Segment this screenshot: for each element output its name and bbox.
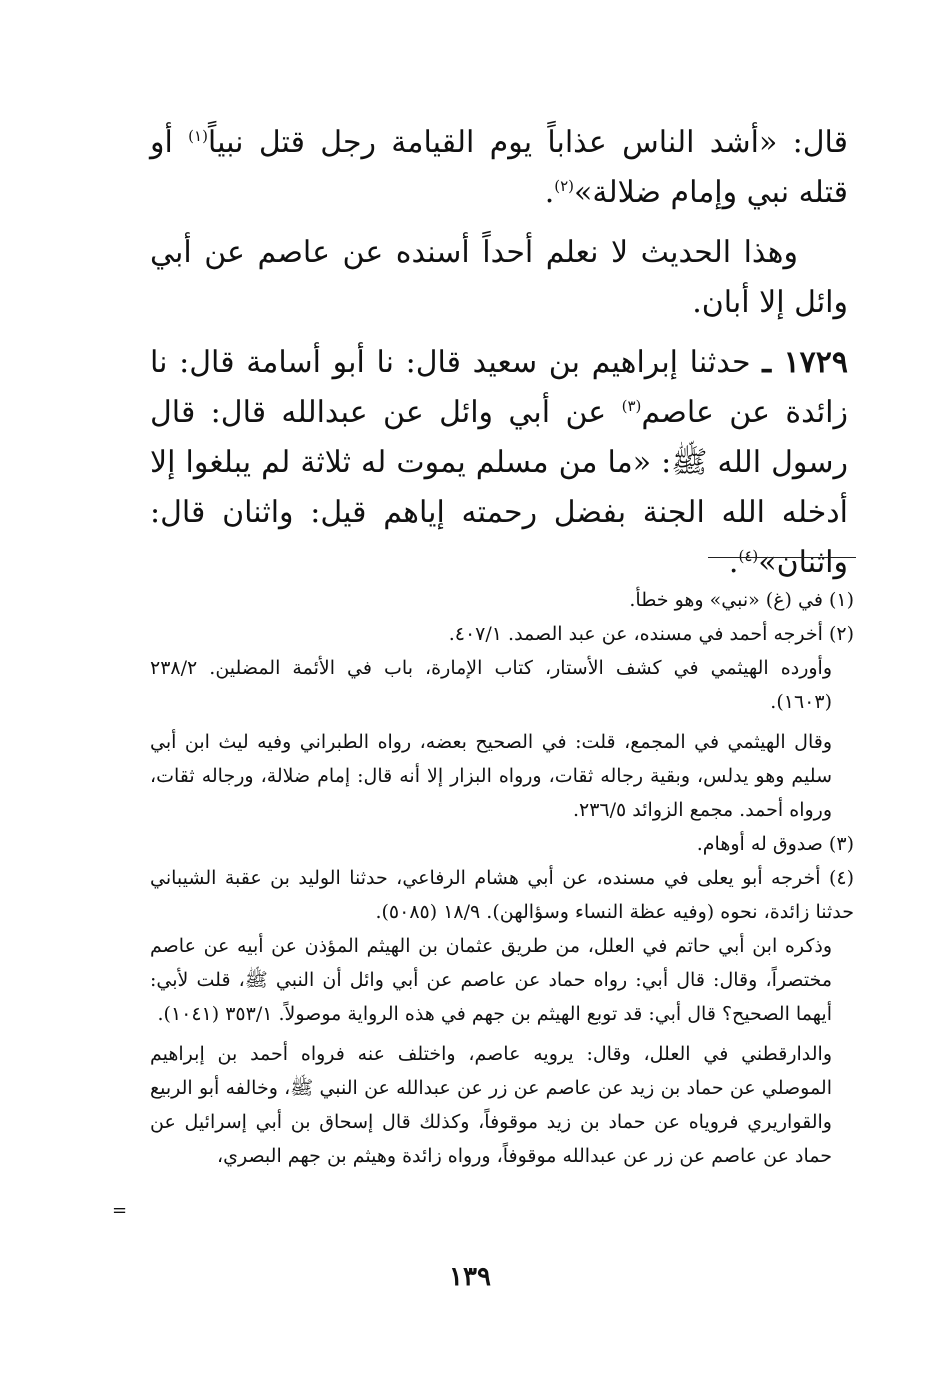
footnote-ref-2[interactable]: (٢): [554, 177, 575, 195]
footnote-4-continuation: وذكره ابن أبي حاتم في العلل، من طريق عثمان بن الهيثم المؤذن عن أبيه عن عاصم مختصراً، وقال: قال أبي: رواه حماد عن عاصم عن أبي وائل أن النبي ﷺ، قلت لأبي: أيهما الصحيح؟ قال أبي: قد توبع الهيثم بن جهم في هذه الرواية موصولاً. ٣٥٣/١ (١٠٤١).: [150, 935, 832, 1025]
paragraph-hadith: ١٧٢٩ ـ حدثنا إبراهيم بن سعيد قال: نا أبو أسامة قال: نا زائدة عن عاصم$^{(٣)}$ عن أبي وائل عن عبدالله قال: قال رسول الله ﷺ: «ما من مسلم يموت له ثلاثة لم يبلغوا إلا أدخله الله الجنة بفضل رحمته إياهم قيل: واثنان قال: واثنان»$^{(٤)}$.: [150, 345, 849, 580]
hadith-number: ١٧٢٩ ـ: [762, 345, 849, 380]
footnote-4: (٤) أخرجه أبو يعلى في مسنده، عن أبي هشام الرفاعي، حدثنا الوليد بن عقبة الشيباني حدثنا زائدة، نحوه (وفيه عظة النساء وسؤالهن). ١٨/٩ (٥٠٨٥).: [150, 867, 854, 923]
footnote-4-continuation: والدارقطني في العلل، وقال: يرويه عاصم، واختلف عنه فرواه أحمد بن إبراهيم الموصلي عن حماد بن زيد عن عاصم عن زر عن عبدالله عن النبي ﷺ، وخالفه أبو الربيع والقواريري فروياه عن حماد بن زيد موقوفاً، وكذلك قال إسحاق بن أبي إسرائيل عن حماد عن عاصم عن زر عن عبدالله موقوفاً، ورواه زائدة وهيثم بن جهم البصري،: [150, 1043, 832, 1167]
footnote-ref-3[interactable]: (٣): [621, 397, 642, 415]
footnote-1: (١) في (غ) «نبي» وهو خطأ.: [629, 589, 854, 611]
footnote-ref-4[interactable]: (٤): [738, 547, 759, 565]
main-text: [150, 118, 848, 588]
footnote-3: (٣) صدوق له أوهام.: [696, 833, 854, 855]
footnote-2-continuation: وأورده الهيثمي في كشف الأستار، كتاب الإمارة، باب في الأئمة المضلين. ٢٣٨/٢ (١٦٠٣).: [150, 657, 832, 713]
continuation-mark: =: [112, 1200, 128, 1221]
footnote-2-continuation: وقال الهيثمي في المجمع، قلت: في الصحيح بعضه، رواه الطبراني وفيه ليث ابن أبي سليم وهو يدلس، وبقية رجاله ثقات، ورواه البزار إلا أنه قال: إمام ضلالة، ورجاله ثقات، ورواه أحمد. مجمع الزوائد ٢٣٦/٥.: [150, 731, 832, 821]
paragraph-comment: وهذا الحديث لا نعلم أحداً أسنده عن عاصم عن أبي وائل إلا أبان.: [150, 235, 848, 320]
page-number: ١٣٩: [449, 1262, 491, 1292]
footnote-divider: [708, 557, 856, 558]
paragraph-quote: قال: «أشد الناس عذاباً يوم القيامة رجل قتل نبياً$^{(١)}$ أو قتله نبي وإمام ضلالة»$^{(٢)}$.: [150, 125, 848, 210]
footnote-2: (٢) أخرجه أحمد في مسنده، عن عبد الصمد. ٤٠٧/١.: [448, 623, 854, 645]
footnote-ref-1[interactable]: (١): [188, 127, 208, 145]
footnotes: [150, 583, 854, 1173]
